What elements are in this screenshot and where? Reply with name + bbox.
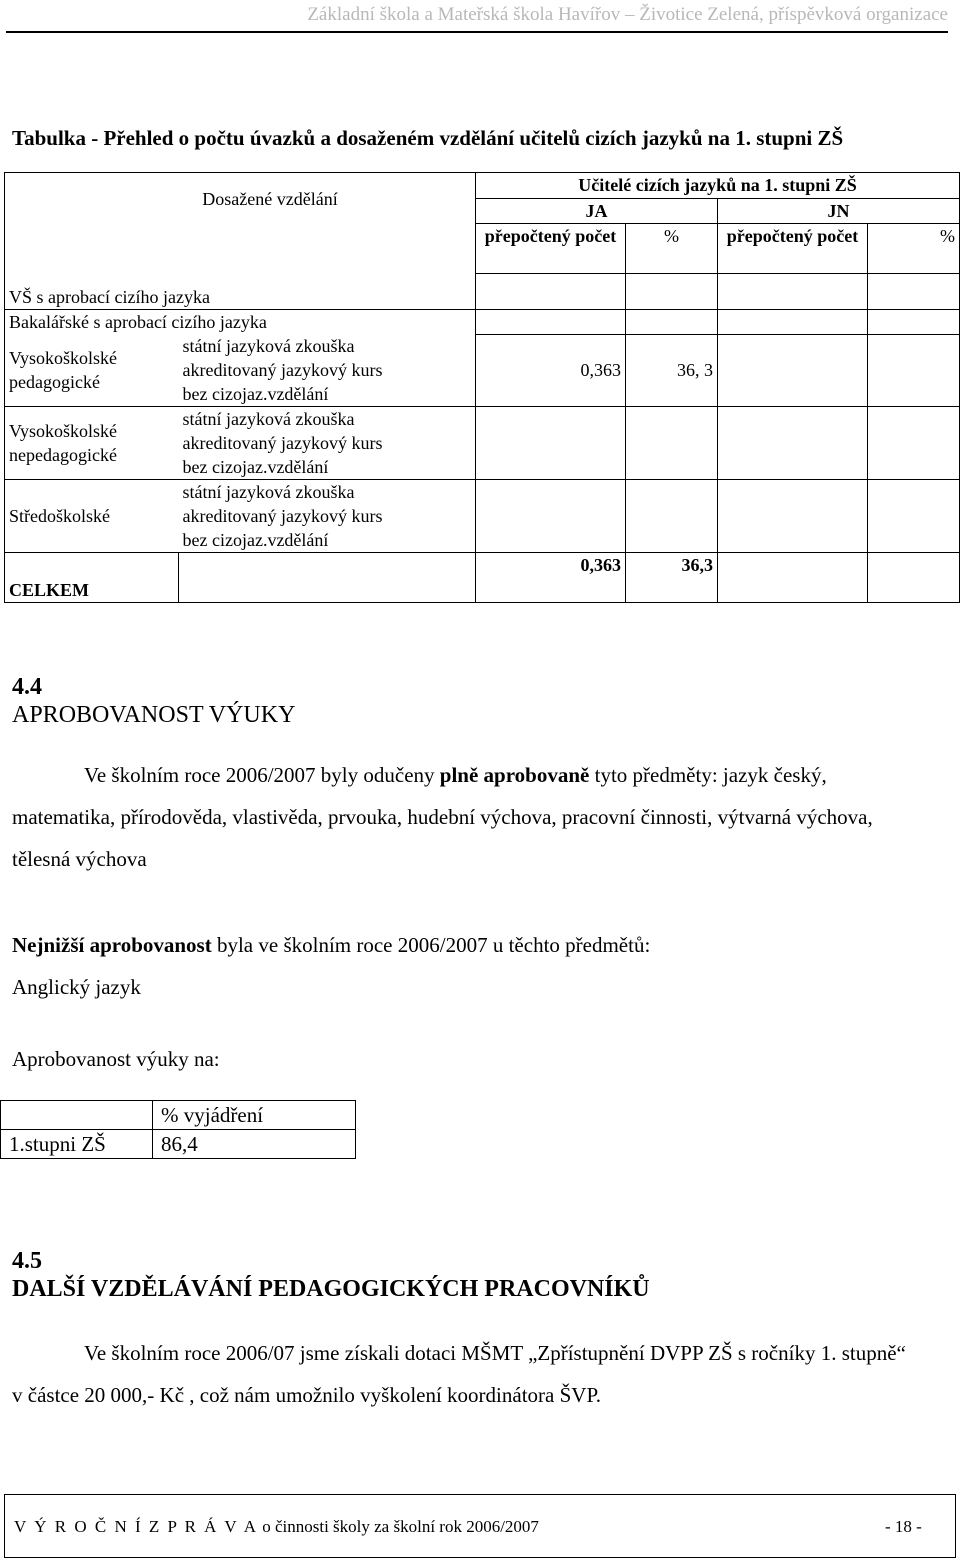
total-pct: 36,3 <box>626 553 718 603</box>
g1-none: bez cizojaz.vzdělání <box>179 382 476 407</box>
jn-header: JN <box>718 199 960 224</box>
section-45-paragraph: Ve školním roce 2006/07 jsme získali dotaci MŠMT „Zpřístupnění DVPP ZŠ s ročníky 1. stupně“ v částce 20 000,- Kč , což nám umožnilo vyškolení koordinátora ŠVP. <box>12 1341 906 1407</box>
group-pedagogical: Vysokoškolské pedagogické <box>5 334 179 407</box>
g2-none: bez cizojaz.vzdělání <box>179 455 476 480</box>
ja-percent-header: % <box>626 224 718 274</box>
approbation-header: % vyjádření <box>153 1101 356 1130</box>
g1-exam: státní jazyková zkouška <box>179 334 476 358</box>
section-44-paragraph-1: Ve školním roce 2006/2007 byly odučeny plně aprobovaně tyto předměty: jazyk český, matematika, přírodověda, vlastivěda, prvouka, hudební výchova, pracovní činnosti, výtvarná výchova, tělesná výchova <box>12 763 873 871</box>
row-bc-label: Bakalářské s aprobací cizího jazyka <box>5 310 476 335</box>
g2-exam: státní jazyková zkouška <box>179 407 476 432</box>
education-header-cell <box>5 173 476 274</box>
group-non-pedagogical: Vysokoškolské nepedagogické <box>5 407 179 480</box>
section-44-title: APROBOVANOST VÝUKY <box>12 702 296 728</box>
total-label: CELKEM <box>5 553 179 603</box>
g3-none: bez cizojaz.vzdělání <box>179 528 476 553</box>
page-header-title: Základní škola a Mateřská škola Havířov – Životice Zelená, příspěvková organizace <box>307 4 948 25</box>
group-secondary: Středoškolské <box>5 480 179 553</box>
g3-exam: státní jazyková zkouška <box>179 480 476 505</box>
jn-percent-header: % <box>868 224 960 274</box>
header-divider <box>6 31 948 33</box>
approbation-table <box>0 1100 356 1159</box>
ja-header: JA <box>476 199 718 224</box>
table-caption: Tabulka - Přehled o počtu úvazků a dosaženém vzdělání učitelů cizích jazyků na 1. stupni ZŠ <box>12 126 844 150</box>
approbation-row-value: 86,4 <box>153 1130 356 1159</box>
teachers-group-header: Učitelé cizích jazyků na 1. stupni ZŠ <box>476 173 960 199</box>
education-header: Dosažené vzdělání <box>202 189 338 209</box>
g1-course-ja: 0,363 <box>476 358 626 382</box>
section-44-number: 4.4 <box>12 674 42 700</box>
g1-course: akreditovaný jazykový kurs <box>179 358 476 382</box>
language-teachers-table <box>4 172 960 603</box>
footer-text: V Ý R O Č N Í Z P R Á V A o činnosti školy za školní rok 2006/2007 <box>14 1517 539 1536</box>
section-44-paragraph-2: Nejnižší aprobovanost byla ve školním roce 2006/2007 u těchto předmětů: Anglický jazyk <box>12 933 651 999</box>
approbation-row-label: 1.stupni ZŠ <box>1 1130 153 1159</box>
section-45-number: 4.5 <box>12 1248 42 1274</box>
section-44-paragraph-3: Aprobovanost výuky na: <box>12 1047 220 1071</box>
jn-recount-header: přepočtený počet <box>718 224 868 274</box>
g2-course: akreditovaný jazykový kurs <box>179 431 476 455</box>
g1-course-pct: 36, 3 <box>626 358 718 382</box>
page-number: - 18 - <box>885 1517 922 1536</box>
total-ja: 0,363 <box>476 553 626 603</box>
g3-course: akreditovaný jazykový kurs <box>179 504 476 528</box>
section-45-title: DALŠÍ VZDĚLÁVÁNÍ PEDAGOGICKÝCH PRACOVNÍKŮ <box>12 1276 650 1302</box>
row-vs-label: VŠ s aprobací cizího jazyka <box>5 274 476 310</box>
ja-recount-header: přepočtený počet <box>476 224 626 274</box>
